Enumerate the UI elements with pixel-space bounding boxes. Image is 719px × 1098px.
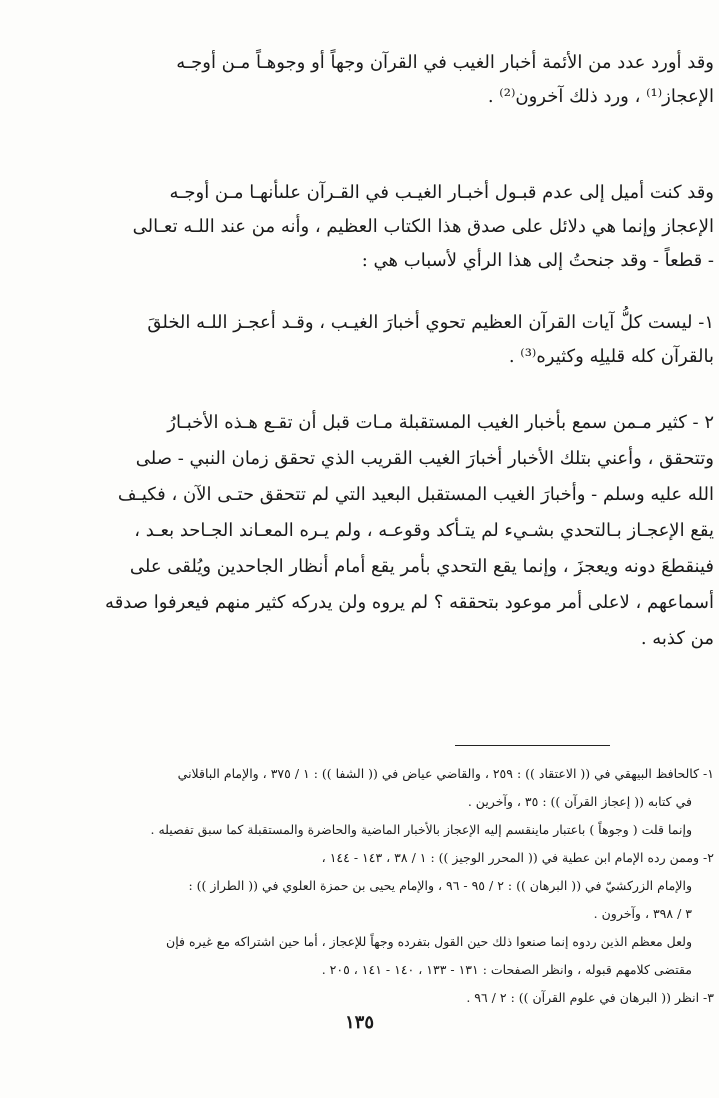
text-line: وقد أورد عدد من الأئمة أخبار الغيب في القرآن وجهاً أو وجوهـاً مـن أوجـه xyxy=(176,52,714,73)
text-line: ٢ - كثير مـمن سمع بأخبار الغيب المستقبلة مـات قبل أن تقـع هـذه الأخبـارُ xyxy=(167,412,714,433)
footnote-line: ١- كالحافظ البيهقي في (( الاعتقاد )) : ٢٥٩ ، والقاضي عياض في (( الشفا )) : ١ / ٣٧٥ ، والإمام الباقلاني xyxy=(177,766,714,781)
footnote-line: ٣ / ٣٩٨ ، وآخرون . xyxy=(593,906,692,921)
footnote-line: وإنما قلت ( وجوهاً ) باعتبار ماينقسم إليه الإعجاز بالأخبار الماضية والحاضرة والمستقبلة كما سبق تفصيله . xyxy=(150,822,692,837)
footnote-divider xyxy=(455,745,610,746)
text-line: بالقرآن كله قليلِه وكثيره⁽³⁾ . xyxy=(508,346,714,367)
footnote-line: والإمام الزركشيّ في (( البرهان )) : ٢ / ٩٥ - ٩٦ ، والإمام يحيى بن حمزة العلوي في (( الطراز )) : xyxy=(188,878,692,893)
text-line: وتتحقق ، وأعني بتلك الأخبار أخبارَ الغيب القريب الذي تحقق زمان النبي - صلى xyxy=(135,448,714,469)
footnote-line: في كتابه (( إعجاز القرآن )) : ٣٥ ، وآخرين . xyxy=(467,794,692,809)
paragraph-opinion xyxy=(100,176,714,278)
footnote-line: ٣- انظر (( البرهان في علوم القرآن )) : ٢ / ٩٦ . xyxy=(466,990,714,1005)
paragraph-intro xyxy=(100,46,714,114)
text-line: الإعجاز⁽¹⁾ ، ورد ذلك آخرون⁽²⁾ . xyxy=(487,86,714,107)
footnote-line: ولعل معظم الذين ردوه إنما صنعوا ذلك حين القول بتفرده وجهاً للإعجاز ، أما حين اشتراكه مع غيره فإن xyxy=(166,934,692,949)
page-number: ١٣٥ xyxy=(344,1012,374,1033)
text-line: - قطعاً - وقد جنحتُ إلى هذا الرأي لأسباب هي : xyxy=(361,250,714,271)
footnote-line: ٢- وممن رده الإمام ابن عطية في (( المحرر الوجيز )) : ١ / ٣٨ ، ١٤٣ - ١٤٤ ، xyxy=(321,850,714,865)
paragraph-reason-2 xyxy=(100,405,714,657)
text-line: وقد كنت أميل إلى عدم قبـول أخبـار الغيـب في القـرآن علىأنهـا مـن أوجـه xyxy=(169,182,714,203)
footnote-line: مقتضى كلامهم قبوله ، وانظر الصفحات : ١٣١ - ١٣٣ ، ١٤٠ - ١٤١ ، ٢٠٥ . xyxy=(321,962,692,977)
text-line: فينقطعَ دونه ويعجزَ ، وإنما يقع التحدي بأمر يقع أمام أنظار الجاحدين ويُلقى على xyxy=(129,556,714,577)
text-line: الله عليه وسلم - وأخبارَ الغيب المستقبل البعيد التي لم تتحقق حتـى الآن ، فكيـف xyxy=(117,484,714,505)
text-line: من كذبه . xyxy=(640,628,714,649)
text-line: ١- ليست كلُّ آيات القرآن العظيم تحوي أخبارَ الغيـب ، وقـد أعجـز اللـه الخلقَ xyxy=(147,312,714,333)
paragraph-reason-1 xyxy=(100,306,714,374)
text-line: الإعجاز وإنما هي دلائل على صدق هذا الكتاب العظيم ، وأنه من عند اللـه تعـالى xyxy=(132,216,714,237)
footnotes xyxy=(100,760,714,1012)
text-line: يقع الإعجـاز بـالتحدي بشـيء لم يتـأكد وقوعـه ، ولم يـره المعـاند الجـاحد بعـد ، xyxy=(134,520,714,541)
text-line: أسماعهم ، لاعلى أمر موعود بتحققه ؟ لم يروه ولن يدركه كثير منهم فيعرفوا صدقه xyxy=(105,592,714,613)
